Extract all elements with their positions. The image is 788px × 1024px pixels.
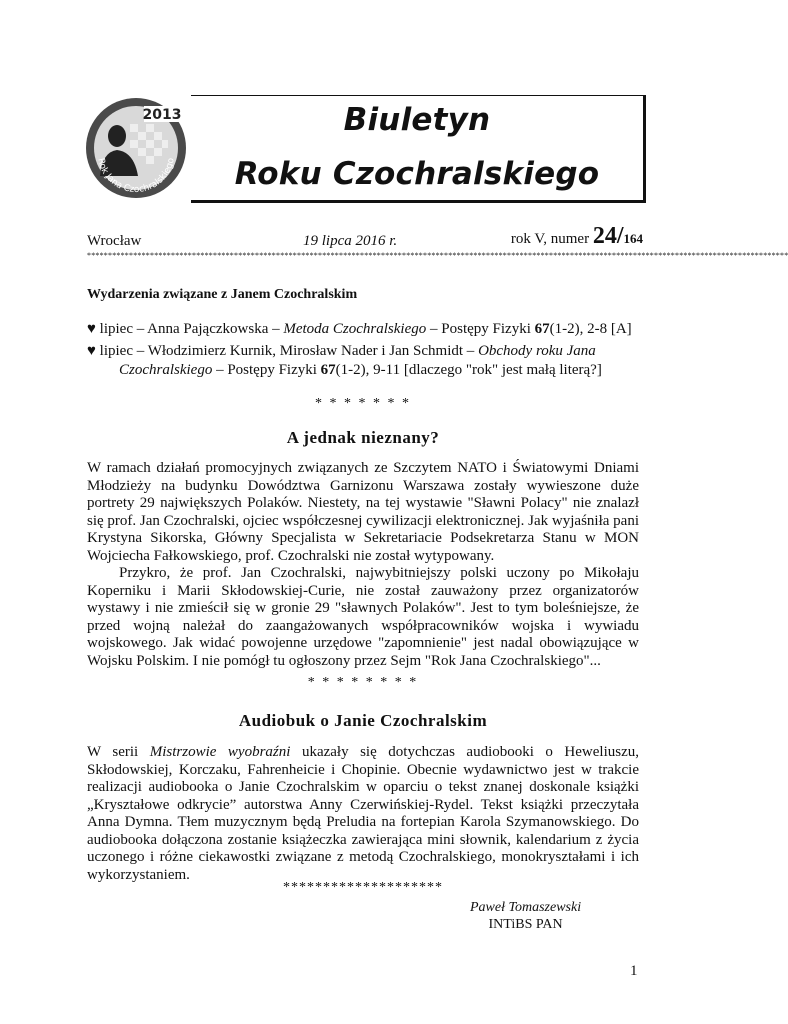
event-1-prefix: lipiec – Anna Pajączkowska – (95, 321, 284, 337)
event-item-2 (87, 342, 637, 380)
event-2-journal: – Postępy Fizyki (212, 362, 321, 378)
svg-text:2013: 2013 (142, 107, 182, 123)
issue-number: 24/ (592, 223, 624, 249)
event-2-prefix: lipiec – Włodzimierz Kurnik, Mirosław Nader i Jan Schmidt – (95, 343, 479, 359)
issue-meta (87, 223, 643, 252)
event-item-1 (87, 320, 637, 339)
issue-volume-label: rok V, numer (510, 231, 590, 247)
series-name: Mistrzowie wyobraźni (149, 744, 291, 760)
bulletin-title-box (191, 95, 646, 203)
bulletin-title-line-2: Roku Czochralskiego (234, 156, 600, 192)
event-2-pages: (1-2), 9-11 [dlaczego "rok" jest małą literą?] (335, 362, 602, 378)
article-2-intro: W serii (87, 744, 150, 760)
event-1-journal: – Postępy Fizyki (426, 321, 535, 337)
heart-icon: ♥ (87, 321, 96, 337)
event-1-title: Metoda Czochralskiego (283, 321, 427, 337)
event-1-volume: 67 (534, 321, 550, 337)
issue-volume (511, 223, 643, 250)
logo-rok-czochralskiego (84, 96, 188, 200)
issue-date: 19 lipca 2016 r. (303, 233, 398, 249)
event-2-volume: 67 (320, 362, 336, 378)
header-divider: *********************************************************************************************************************************************************************** (87, 251, 788, 260)
article-1-title: A jednak nieznany? (286, 428, 440, 447)
article-2-body (87, 744, 639, 884)
bulletin-title-line-1: Biuletyn (343, 102, 491, 138)
event-1-pages: (1-2), 2-8 [A] (549, 321, 632, 337)
signature (470, 899, 581, 933)
article-1-paragraph-1: W ramach działań promocyjnych związanych ze Szczytem NATO i Światowymi Dniami Młodzieży na budynku Dowództwa Garnizonu Warszawa zostały wywieszone duże portrety 29 największych Polaków. Niestety, na tej wystawie "Sławni Polacy" nie znalazł się prof. Jan Czochralski, ojciec współczesnej cywilizacji elektronicznej. Jak wyjaśniła pani Krystyna Sikorska, Główny Specjalista w Sekretariacie Podsekretarza Stanu w MON Wojciecha Fałkowskiego, prof. Czochralski nie został wytypowany. (87, 460, 639, 564)
issue-city: Wrocław (87, 233, 142, 249)
signature-organization: INTiBS PAN (488, 917, 563, 932)
article-2-text: ukazały się dotychczas audiobooki o Heweliuszu, Skłodowskiej, Korczaku, Fahrenheicie i Chopinie. Obecnie wydawnictwo jest w trakcie realizacji audiobooka o Janie Czochralskim w oparciu o tekst znanej doskonale książki „Kryształowe odkrycie” autorstwa Anny Czerwińskiej-Rydel. Tekst książki przeczytała Anna Dymna. Tłem muzycznym będą Preludia na fortepian Karola Szymanowskiego. Do audiobooka dołączona zostanie książeczka zawierająca mini słownik, kalendarium z życia uczonego i różne ciekawostki związane z metodą Czochralskiego, monokryształami i ich wykorzystaniem. (87, 744, 639, 883)
separator-2: * * * * * * * * (307, 675, 419, 690)
signature-author: Paweł Tomaszewski (470, 900, 582, 915)
page-number: 1 (630, 963, 638, 979)
event-2-title-a: Obchody roku Jana (478, 343, 596, 359)
article-1-paragraph-2: Przykro, że prof. Jan Czochralski, najwybitniejszy polski uczony po Mikołaju Koperniku i Marii Skłodowskiej-Curie, nie został zauważony przez organizatorów wystawy i nie zmieścił się w gronie 29 "sławnych Polaków". Jest to tym boleśniejsze, że przed wojną należał do zaangażowanych współpracowników wojska i wywiadu wojskowego. Jak widać powojenne urzędowe "zapomnienie" jest nadal obowiązujące w Wojsku Polskim. I nie pomógł tu ogłoszony przez Sejm "Rok Jana Czochralskiego"... (87, 565, 639, 669)
heart-icon: ♥ (87, 343, 96, 359)
logo-emblem-icon (84, 96, 188, 200)
event-2-title-b: Czochralskiego (119, 362, 213, 378)
article-2-title: Audiobuk o Janie Czochralskim (238, 711, 488, 730)
separator-1: * * * * * * * (315, 396, 411, 411)
separator-3: ******************** (283, 880, 443, 895)
issue-total: 164 (623, 231, 643, 246)
article-2-paragraph (87, 744, 639, 884)
article-1-body (87, 460, 639, 670)
events-heading: Wydarzenia związane z Janem Czochralskim (87, 287, 358, 302)
svg-text:Rok Jana Czochralskiego: Rok Jana Czochralskiego (95, 157, 177, 196)
